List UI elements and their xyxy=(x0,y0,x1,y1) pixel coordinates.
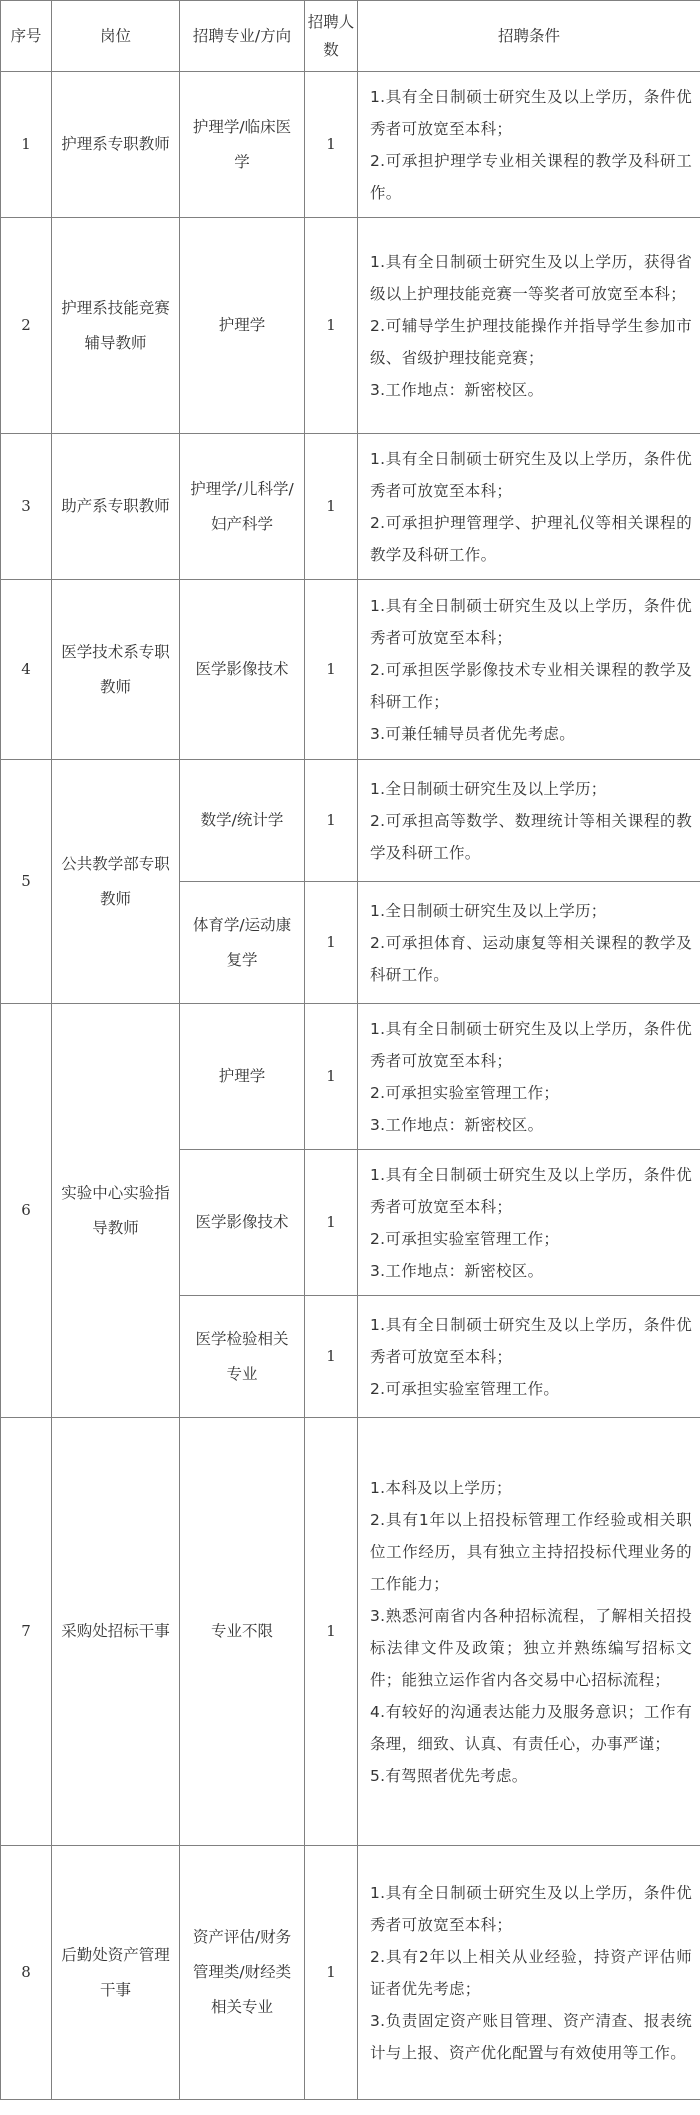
requirements-cell xyxy=(358,580,700,760)
requirements-cell xyxy=(358,1846,700,2100)
post-cell: 医学技术系专职教师 xyxy=(52,580,180,760)
seq-cell: 2 xyxy=(1,218,52,434)
requirement-line: 2.可承担护理管理学、护理礼仪等相关课程的教学及科研工作。 xyxy=(370,513,692,564)
requirement-line: 1.具有全日制硕士研究生及以上学历，条件优秀者可放宽至本科； xyxy=(370,1019,692,1070)
requirement-line: 2.可承担医学影像技术专业相关课程的教学及科研工作； xyxy=(370,660,692,711)
table-row xyxy=(1,580,700,760)
requirement-line: 2.可承担护理学专业相关课程的教学及科研工作。 xyxy=(370,151,692,202)
requirement-line: 3.熟悉河南省内各种招标流程，了解相关招投标法律文件及政策；独立并熟练编写招标文件；能独立运作省内各交易中心招标流程； xyxy=(370,1606,692,1689)
requirement-line: 1.全日制硕士研究生及以上学历； xyxy=(370,779,607,798)
major-cell: 专业不限 xyxy=(180,1418,305,1846)
table-row xyxy=(1,1004,700,1150)
requirement-line: 3.负责固定资产账目管理、资产清查、报表统计与上报、资产优化配置与有效使用等工作。 xyxy=(370,2011,692,2062)
post-cell: 实验中心实验指导教师 xyxy=(52,1004,180,1418)
header-post: 岗位 xyxy=(52,1,180,72)
major-cell: 医学影像技术 xyxy=(180,1150,305,1296)
major-cell: 资产评估/财务管理类/财经类相关专业 xyxy=(180,1846,305,2100)
post-cell: 护理系专职教师 xyxy=(52,72,180,218)
requirement-line: 3.工作地点：新密校区。 xyxy=(370,1261,544,1280)
requirement-line: 2.可承担实验室管理工作； xyxy=(370,1083,560,1102)
seq-cell: 1 xyxy=(1,72,52,218)
count-cell: 1 xyxy=(305,1296,358,1418)
requirement-line: 4.有较好的沟通表达能力及服务意识；工作有条理，细致、认真、有责任心，办事严谨； xyxy=(370,1702,692,1753)
requirements-cell xyxy=(358,1004,700,1150)
table-row xyxy=(1,72,700,218)
requirement-line: 3.可兼任辅导员者优先考虑。 xyxy=(370,724,575,743)
requirement-line: 1.具有全日制硕士研究生及以上学历，条件优秀者可放宽至本科； xyxy=(370,449,692,500)
post-cell: 采购处招标干事 xyxy=(52,1418,180,1846)
requirements-cell xyxy=(358,1150,700,1296)
count-cell: 1 xyxy=(305,218,358,434)
requirement-line: 1.具有全日制硕士研究生及以上学历，获得省级以上护理技能竞赛一等奖者可放宽至本科； xyxy=(370,252,692,303)
header-row xyxy=(1,1,700,72)
count-cell: 1 xyxy=(305,1418,358,1846)
table-row xyxy=(1,1418,700,1846)
table-row xyxy=(1,434,700,580)
major-cell: 护理学/临床医学 xyxy=(180,72,305,218)
requirement-line: 3.工作地点：新密校区。 xyxy=(370,1115,544,1134)
requirement-line: 2.可承担高等数学、数理统计等相关课程的教学及科研工作。 xyxy=(370,811,692,862)
count-cell: 1 xyxy=(305,580,358,760)
requirement-line: 2.可承担实验室管理工作。 xyxy=(370,1379,560,1398)
requirements-cell xyxy=(358,1296,700,1418)
requirements-cell xyxy=(358,218,700,434)
header-seq: 序号 xyxy=(1,1,52,72)
major-cell: 体育学/运动康复学 xyxy=(180,882,305,1004)
seq-cell: 5 xyxy=(1,760,52,1004)
requirement-line: 1.具有全日制硕士研究生及以上学历，条件优秀者可放宽至本科； xyxy=(370,1315,692,1366)
major-cell: 医学检验相关专业 xyxy=(180,1296,305,1418)
count-cell: 1 xyxy=(305,434,358,580)
post-cell: 后勤处资产管理干事 xyxy=(52,1846,180,2100)
requirement-line: 2.具有1年以上招投标管理工作经验或相关职位工作经历，具有独立主持招投标代理业务的工作能力； xyxy=(370,1510,692,1593)
count-cell: 1 xyxy=(305,882,358,1004)
header-count: 招聘人数 xyxy=(305,1,358,72)
count-cell: 1 xyxy=(305,1846,358,2100)
requirement-line: 1.本科及以上学历； xyxy=(370,1478,512,1497)
post-cell: 护理系技能竞赛辅导教师 xyxy=(52,218,180,434)
seq-cell: 6 xyxy=(1,1004,52,1418)
requirement-line: 1.全日制硕士研究生及以上学历； xyxy=(370,901,607,920)
requirement-line: 1.具有全日制硕士研究生及以上学历，条件优秀者可放宽至本科； xyxy=(370,1165,692,1216)
requirements-cell xyxy=(358,72,700,218)
table-row xyxy=(1,1846,700,2100)
requirement-line: 2.具有2年以上相关从业经验，持资产评估师证者优先考虑； xyxy=(370,1947,692,1998)
seq-cell: 4 xyxy=(1,580,52,760)
count-cell: 1 xyxy=(305,1150,358,1296)
post-cell: 助产系专职教师 xyxy=(52,434,180,580)
requirement-line: 5.有驾照者优先考虑。 xyxy=(370,1766,528,1785)
seq-cell: 8 xyxy=(1,1846,52,2100)
count-cell: 1 xyxy=(305,760,358,882)
requirement-line: 3.工作地点：新密校区。 xyxy=(370,380,544,399)
major-cell: 医学影像技术 xyxy=(180,580,305,760)
requirements-cell xyxy=(358,760,700,882)
major-cell: 数学/统计学 xyxy=(180,760,305,882)
header-requirements: 招聘条件 xyxy=(358,1,700,72)
table-row xyxy=(1,760,700,882)
table-row xyxy=(1,218,700,434)
major-cell: 护理学 xyxy=(180,218,305,434)
seq-cell: 3 xyxy=(1,434,52,580)
count-cell: 1 xyxy=(305,72,358,218)
count-cell: 1 xyxy=(305,1004,358,1150)
header-major: 招聘专业/方向 xyxy=(180,1,305,72)
major-cell: 护理学 xyxy=(180,1004,305,1150)
requirements-cell xyxy=(358,882,700,1004)
major-cell: 护理学/儿科学/妇产科学 xyxy=(180,434,305,580)
seq-cell: 7 xyxy=(1,1418,52,1846)
post-cell: 公共教学部专职教师 xyxy=(52,760,180,1004)
requirements-cell xyxy=(358,1418,700,1846)
requirements-cell xyxy=(358,434,700,580)
requirement-line: 2.可承担体育、运动康复等相关课程的教学及科研工作。 xyxy=(370,933,692,984)
requirement-line: 1.具有全日制硕士研究生及以上学历，条件优秀者可放宽至本科； xyxy=(370,87,692,138)
requirement-line: 2.可承担实验室管理工作； xyxy=(370,1229,560,1248)
requirement-line: 1.具有全日制硕士研究生及以上学历，条件优秀者可放宽至本科； xyxy=(370,1883,692,1934)
requirement-line: 1.具有全日制硕士研究生及以上学历，条件优秀者可放宽至本科； xyxy=(370,596,692,647)
requirement-line: 2.可辅导学生护理技能操作并指导学生参加市级、省级护理技能竞赛； xyxy=(370,316,692,367)
